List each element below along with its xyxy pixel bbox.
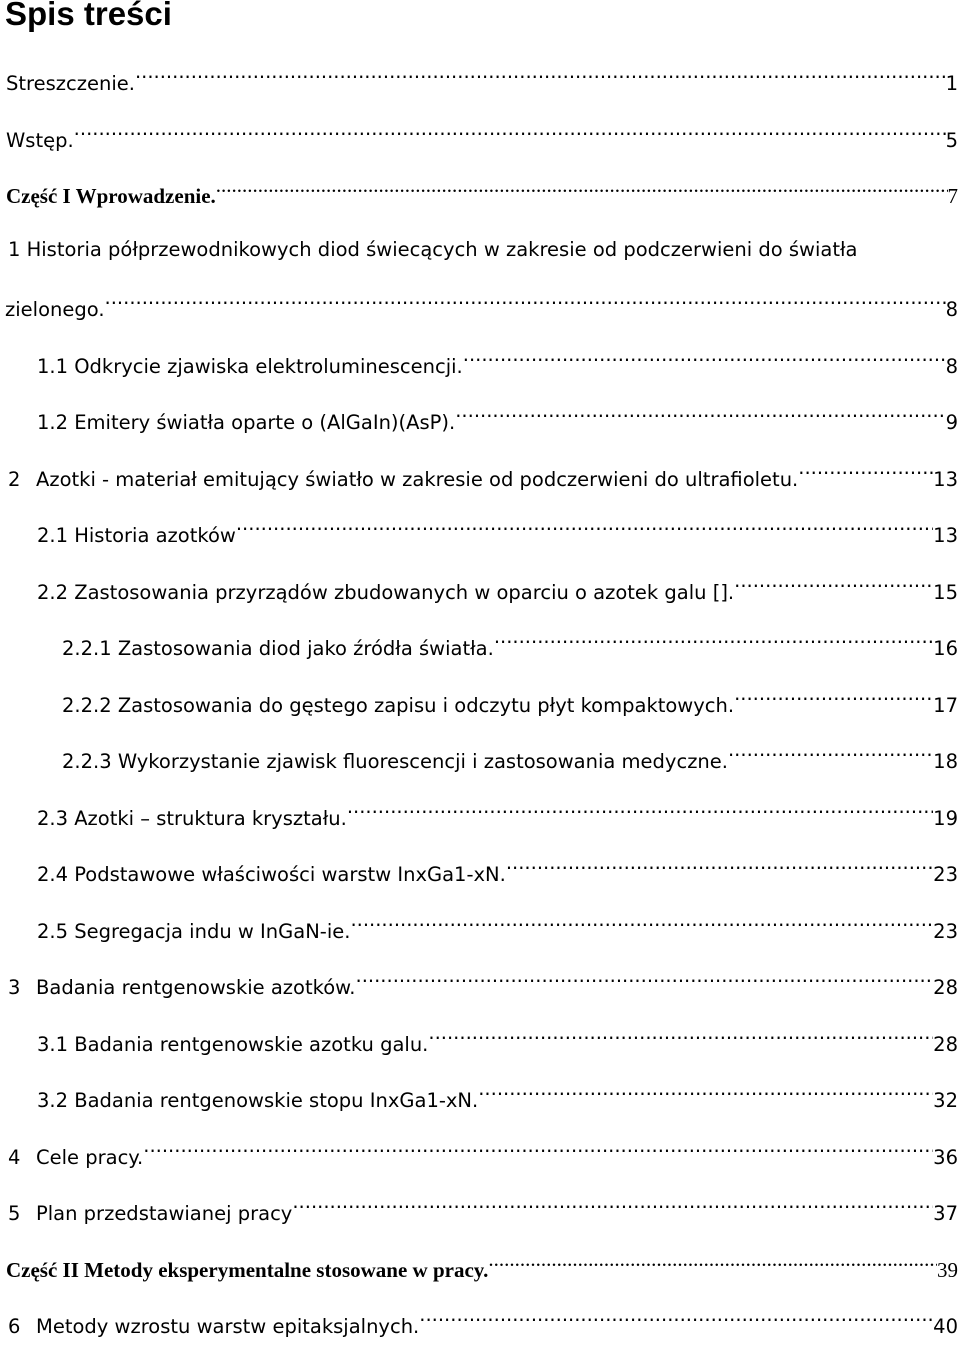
toc-page-number: 8: [945, 298, 958, 321]
toc-leader-dots: [455, 401, 945, 429]
toc-page-number: 9: [945, 411, 958, 434]
toc-page-number: 28: [933, 976, 958, 999]
toc-leader-dots: [356, 966, 934, 994]
toc-page-number: 36: [933, 1145, 958, 1169]
toc-entry-label: 1.2 Emitery światła oparte o (AlGaIn)(AsP).: [37, 411, 456, 434]
toc-leader-dots: [734, 684, 933, 712]
toc-entry-label: Wstęp.: [6, 128, 74, 152]
toc-entry-label: Badania rentgenowskie azotków.: [36, 976, 356, 999]
toc-entry-czesc-2[interactable]: [0, 1249, 960, 1306]
toc-page-number: 5: [945, 128, 958, 152]
toc-page-number: 17: [933, 693, 958, 717]
toc-page-number: 37: [933, 1202, 958, 1225]
toc-entry-label: 2.1 Historia azotków: [37, 524, 236, 547]
toc-chapter-number: 3: [8, 976, 21, 999]
toc-entry-3-2[interactable]: [0, 1079, 960, 1136]
toc-chapter-number: 6: [8, 1315, 21, 1338]
toc-page-number: 28: [933, 1032, 958, 1056]
toc-entry-1-1[interactable]: [0, 345, 960, 402]
toc-entry-2-4[interactable]: [0, 853, 960, 910]
toc-entry-czesc-1[interactable]: [0, 175, 960, 232]
toc-entry-chapter-4[interactable]: [0, 1136, 960, 1193]
toc-page-number: 39: [937, 1257, 958, 1282]
toc-leader-dots: [428, 1023, 933, 1051]
toc-entry-wstep[interactable]: [0, 119, 960, 176]
toc-chapter-number: 4: [8, 1145, 21, 1169]
toc-leader-dots: [734, 571, 933, 599]
toc-entry-label: Streszczenie.: [6, 72, 135, 95]
toc-entry-2-5[interactable]: [0, 910, 960, 967]
toc-entry-chapter-1[interactable]: [0, 232, 960, 345]
toc-entry-label: 2.5 Segregacja indu w InGaN-ie.: [37, 919, 351, 943]
toc-entry-label: 2.2 Zastosowania przyrządów zbudowanych w oparciu o azotek galu [].: [37, 580, 735, 604]
toc-entry-label: 1.1 Odkrycie zjawiska elektroluminescencji.: [37, 354, 463, 378]
toc-entry-2-2[interactable]: [0, 571, 960, 628]
toc-entry-label: Część II Metody eksperymentalne stosowane w pracy.: [6, 1257, 489, 1282]
toc-entry-chapter-2[interactable]: [0, 458, 960, 515]
toc-page-number: 19: [933, 806, 958, 830]
toc-entry-chapter-5[interactable]: [0, 1192, 960, 1249]
toc-chapter-number: 5: [8, 1202, 21, 1225]
toc-page-number: 40: [933, 1315, 958, 1338]
toc-leader-dots: [488, 1249, 937, 1277]
toc-leader-dots: [347, 797, 933, 825]
toc-entry-label: 2.4 Podstawowe właściwości warstw InxGa1-xN.: [37, 863, 506, 886]
toc-entry-label-line1: 1 Historia półprzewodnikowych diod świecących w zakresie od podczerwieni do światła: [8, 237, 858, 261]
toc-entry-2-1[interactable]: [0, 514, 960, 571]
toc-page-number: 13: [933, 467, 958, 491]
toc-leader-dots: [135, 62, 946, 90]
toc-entry-label: 3.1 Badania rentgenowskie azotku galu.: [37, 1032, 429, 1056]
toc-entry-label: 2.3 Azotki – struktura kryształu.: [37, 806, 347, 830]
toc-entry-3-1[interactable]: [0, 1023, 960, 1080]
toc-entry-2-2-1[interactable]: [0, 627, 960, 684]
toc-leader-dots: [494, 627, 933, 655]
toc-leader-dots: [105, 288, 946, 316]
toc-page-number: 16: [933, 637, 958, 660]
toc-entry-label: Azotki - materiał emitujący światło w zakresie od podczerwieni do ultrafioletu.: [36, 467, 799, 491]
toc-page-number: 13: [933, 524, 958, 547]
toc-entry-1-2[interactable]: [0, 401, 960, 458]
toc-leader-dots: [216, 175, 948, 203]
toc-page-number: 23: [933, 919, 958, 943]
toc-entry-2-2-2[interactable]: [0, 684, 960, 741]
toc-entry-2-3[interactable]: [0, 797, 960, 854]
toc-chapter-number: 2: [8, 467, 21, 491]
toc-page-number: 15: [933, 580, 958, 604]
toc-page-number: 18: [933, 750, 958, 773]
toc-page-number: 7: [947, 184, 958, 208]
toc-leader-dots: [798, 458, 933, 486]
toc-page-number: 23: [933, 863, 958, 886]
toc-page-number: 8: [945, 354, 958, 378]
toc-entry-chapter-3[interactable]: [0, 966, 960, 1023]
toc-leader-dots: [143, 1136, 933, 1164]
toc-entry-label: 2.2.1 Zastosowania diod jako źródła światła.: [62, 637, 494, 660]
toc-entry-label: 2.2.2 Zastosowania do gęstego zapisu i odczytu płyt kompaktowych.: [62, 693, 735, 717]
toc-entry-streszczenie[interactable]: [0, 62, 960, 119]
toc-entry-label: Część I Wprowadzenie.: [6, 184, 216, 208]
table-of-contents: [0, 62, 960, 1362]
toc-page-number: 1: [945, 72, 958, 95]
toc-leader-dots: [74, 119, 946, 147]
toc-entry-label: Metody wzrostu warstw epitaksjalnych.: [36, 1315, 420, 1338]
toc-leader-dots: [728, 740, 933, 768]
toc-entry-label: 2.2.3 Wykorzystanie zjawisk fluorescencji i zastosowania medyczne.: [62, 750, 728, 773]
toc-page-number: 32: [933, 1089, 958, 1112]
toc-entry-label: zielonego.: [5, 298, 105, 321]
toc-leader-dots: [350, 910, 933, 938]
toc-entry-chapter-6[interactable]: [0, 1305, 960, 1362]
toc-leader-dots: [478, 1079, 933, 1107]
toc-entry-label: 3.2 Badania rentgenowskie stopu InxGa1-xN.: [37, 1089, 479, 1112]
toc-leader-dots: [506, 853, 933, 881]
toc-leader-dots: [419, 1305, 933, 1333]
toc-entry-2-2-3[interactable]: [0, 740, 960, 797]
toc-entry-label: Plan przedstawianej pracy: [36, 1202, 293, 1225]
toc-leader-dots: [236, 514, 933, 542]
toc-entry-label: Cele pracy.: [36, 1145, 144, 1169]
toc-leader-dots: [292, 1192, 933, 1220]
toc-leader-dots: [463, 345, 946, 373]
page-title: Spis treści: [5, 0, 172, 32]
